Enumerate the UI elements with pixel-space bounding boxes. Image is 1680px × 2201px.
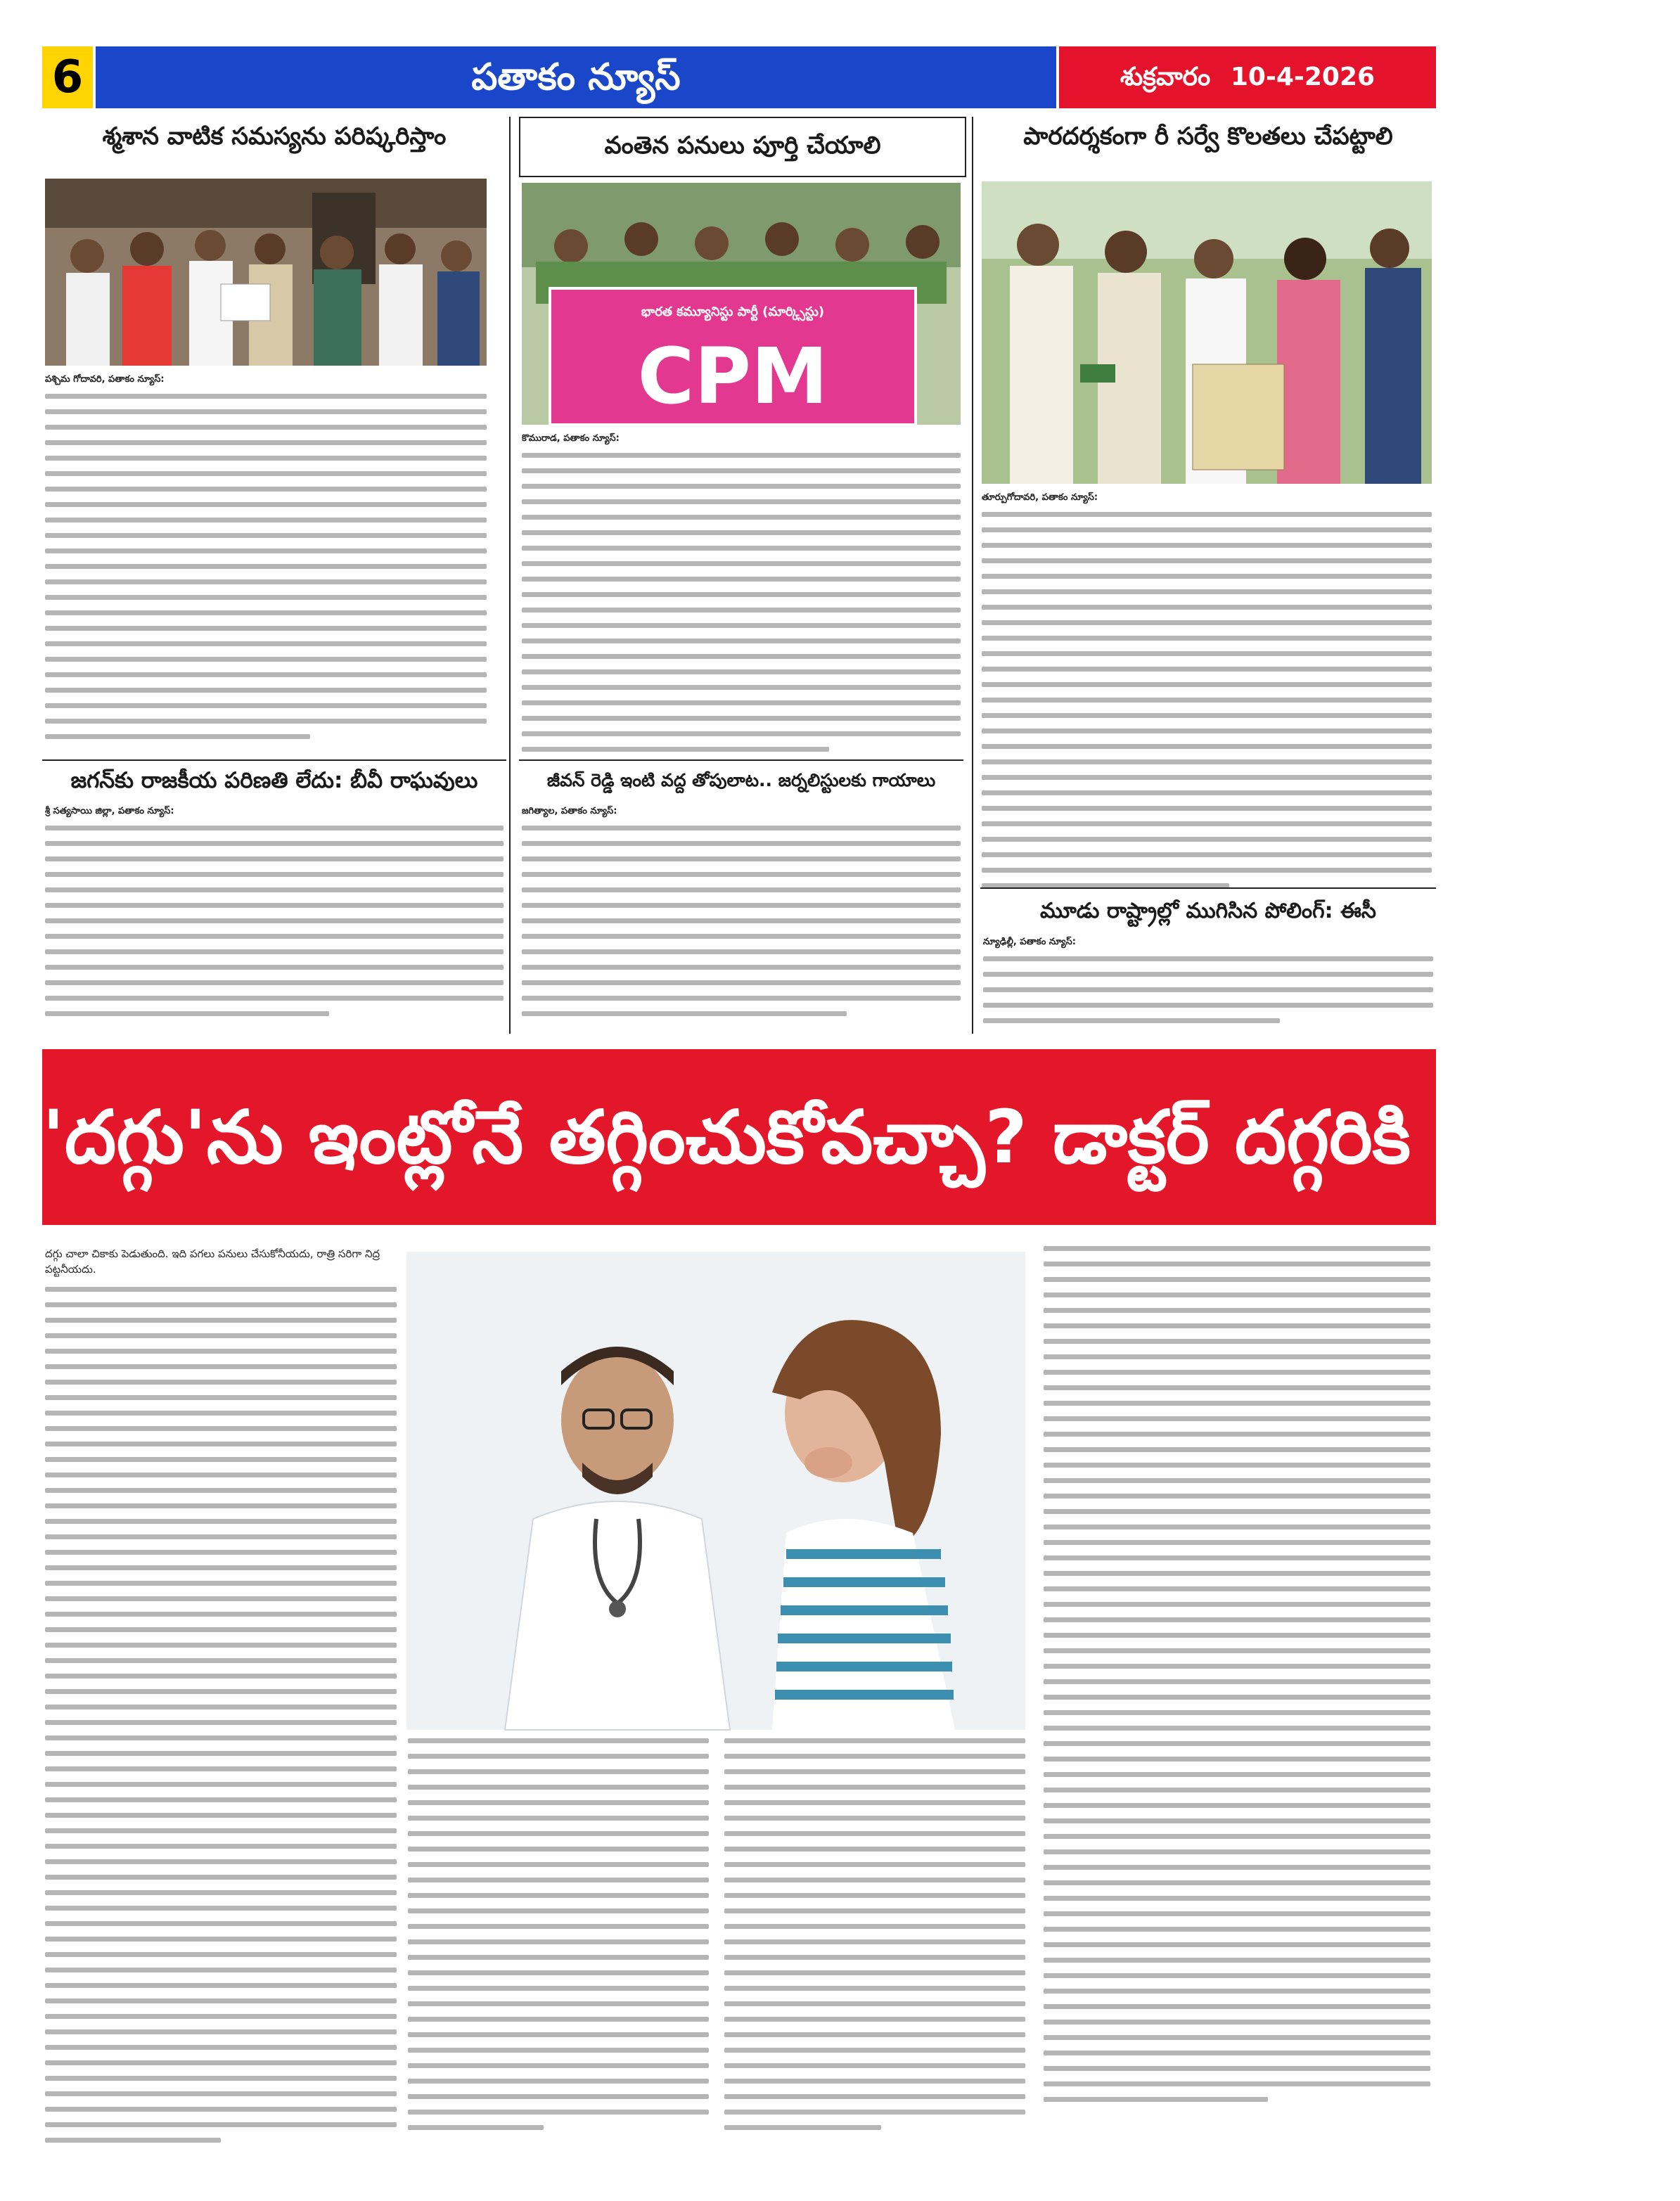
story-headline: శ్మశాన వాటిక సమస్యను పరిష్కరిస్తాం	[102, 122, 447, 150]
feature-column-right	[1044, 1246, 1430, 2112]
photo-banner-text: భారత కమ్యూనిస్టు పార్టీ (మార్క్సిస్టు)	[641, 304, 825, 319]
paper-name: పతాకం న్యూస్	[96, 46, 1056, 108]
column-rule	[509, 117, 511, 1034]
feature-opening-text: దగ్గు చాలా చికాకు పెడుతుంది. ఇది పగలు పనులు చేసుకోనీయదు, రాత్రి సరిగా నిద్ర పట్టనీయదు.	[45, 1247, 380, 1276]
story-body	[522, 432, 961, 762]
story-headline: వంతెన పనులు పూర్తి చేయాలి	[604, 131, 881, 160]
photo-banner-letters: CPM	[637, 331, 828, 421]
section-rule	[980, 887, 1436, 889]
issue-date-value: 10-4-2026	[1230, 63, 1376, 91]
feature-headline: 'దగ్గు'ను ఇంట్లోనే తగ్గించుకోవచ్చా? డాక్టర్ దగ్గరికి వెళ్లాలా?	[42, 1049, 1436, 1225]
story-dateline: న్యూఢిల్లీ, పతాకం న్యూస్:	[983, 937, 1076, 947]
story-headline: జగన్‌కు రాజకీయ పరిణతి లేదు: బీవీ రాఘవులు	[70, 768, 478, 793]
story-dateline: శ్రీ సత్యసాయి జిల్లా, పతాకం న్యూస్:	[45, 806, 174, 816]
resurvey-illustration	[982, 181, 1432, 484]
feature-column-middle-b	[724, 1738, 1025, 2141]
column-rule	[972, 117, 973, 1034]
story-dateline: కొమురాడ, పతాకం న్యూస్:	[522, 433, 620, 444]
story-body	[982, 491, 1432, 899]
story-dateline: పశ్చిమ గోదావరి, పతాకం న్యూస్:	[45, 374, 165, 385]
issue-day: శుక్రవారం	[1120, 63, 1211, 91]
story-land-resurvey	[980, 117, 1436, 159]
people-photo-illustration	[45, 179, 487, 366]
masthead	[42, 46, 1436, 108]
story-crematorium	[42, 117, 506, 159]
photo-crematorium-petition	[45, 179, 487, 366]
feature-photo-doctor-patient	[406, 1252, 1025, 1730]
feature-column-left	[45, 1246, 397, 2153]
story-headline: పారదర్శకంగా రీ సర్వే కొలతలు చేపట్టాలి	[1023, 122, 1393, 150]
photo-cpm-protest	[522, 183, 961, 425]
issue-date	[1059, 46, 1436, 108]
story-polling	[980, 893, 1436, 1034]
section-rule	[42, 759, 506, 761]
section-rule	[519, 759, 963, 761]
story-dateline: తూర్పుగోదావరి, పతాకం న్యూస్:	[982, 492, 1098, 503]
story-headline: జీవన్ రెడ్డి ఇంటి వద్ద తోపులాట.. జర్నలిస్టులకు గాయాలు	[546, 770, 936, 790]
doctor-patient-illustration	[406, 1252, 1025, 1730]
story-headline: మూడు రాష్ట్రాల్లో ముగిసిన పోలింగ్: ఈసీ	[1040, 899, 1376, 923]
story-raghavulu	[42, 762, 506, 1027]
story-dateline: జగిత్యాల, పతాకం న్యూస్:	[522, 806, 617, 816]
page-number: 6	[42, 46, 93, 108]
story-body	[45, 373, 487, 750]
story-bridge-works	[519, 117, 966, 177]
feature-column-middle-a	[408, 1738, 709, 2141]
photo-resurvey-inspection	[982, 181, 1432, 484]
story-jeevan-reddy	[519, 762, 963, 1027]
